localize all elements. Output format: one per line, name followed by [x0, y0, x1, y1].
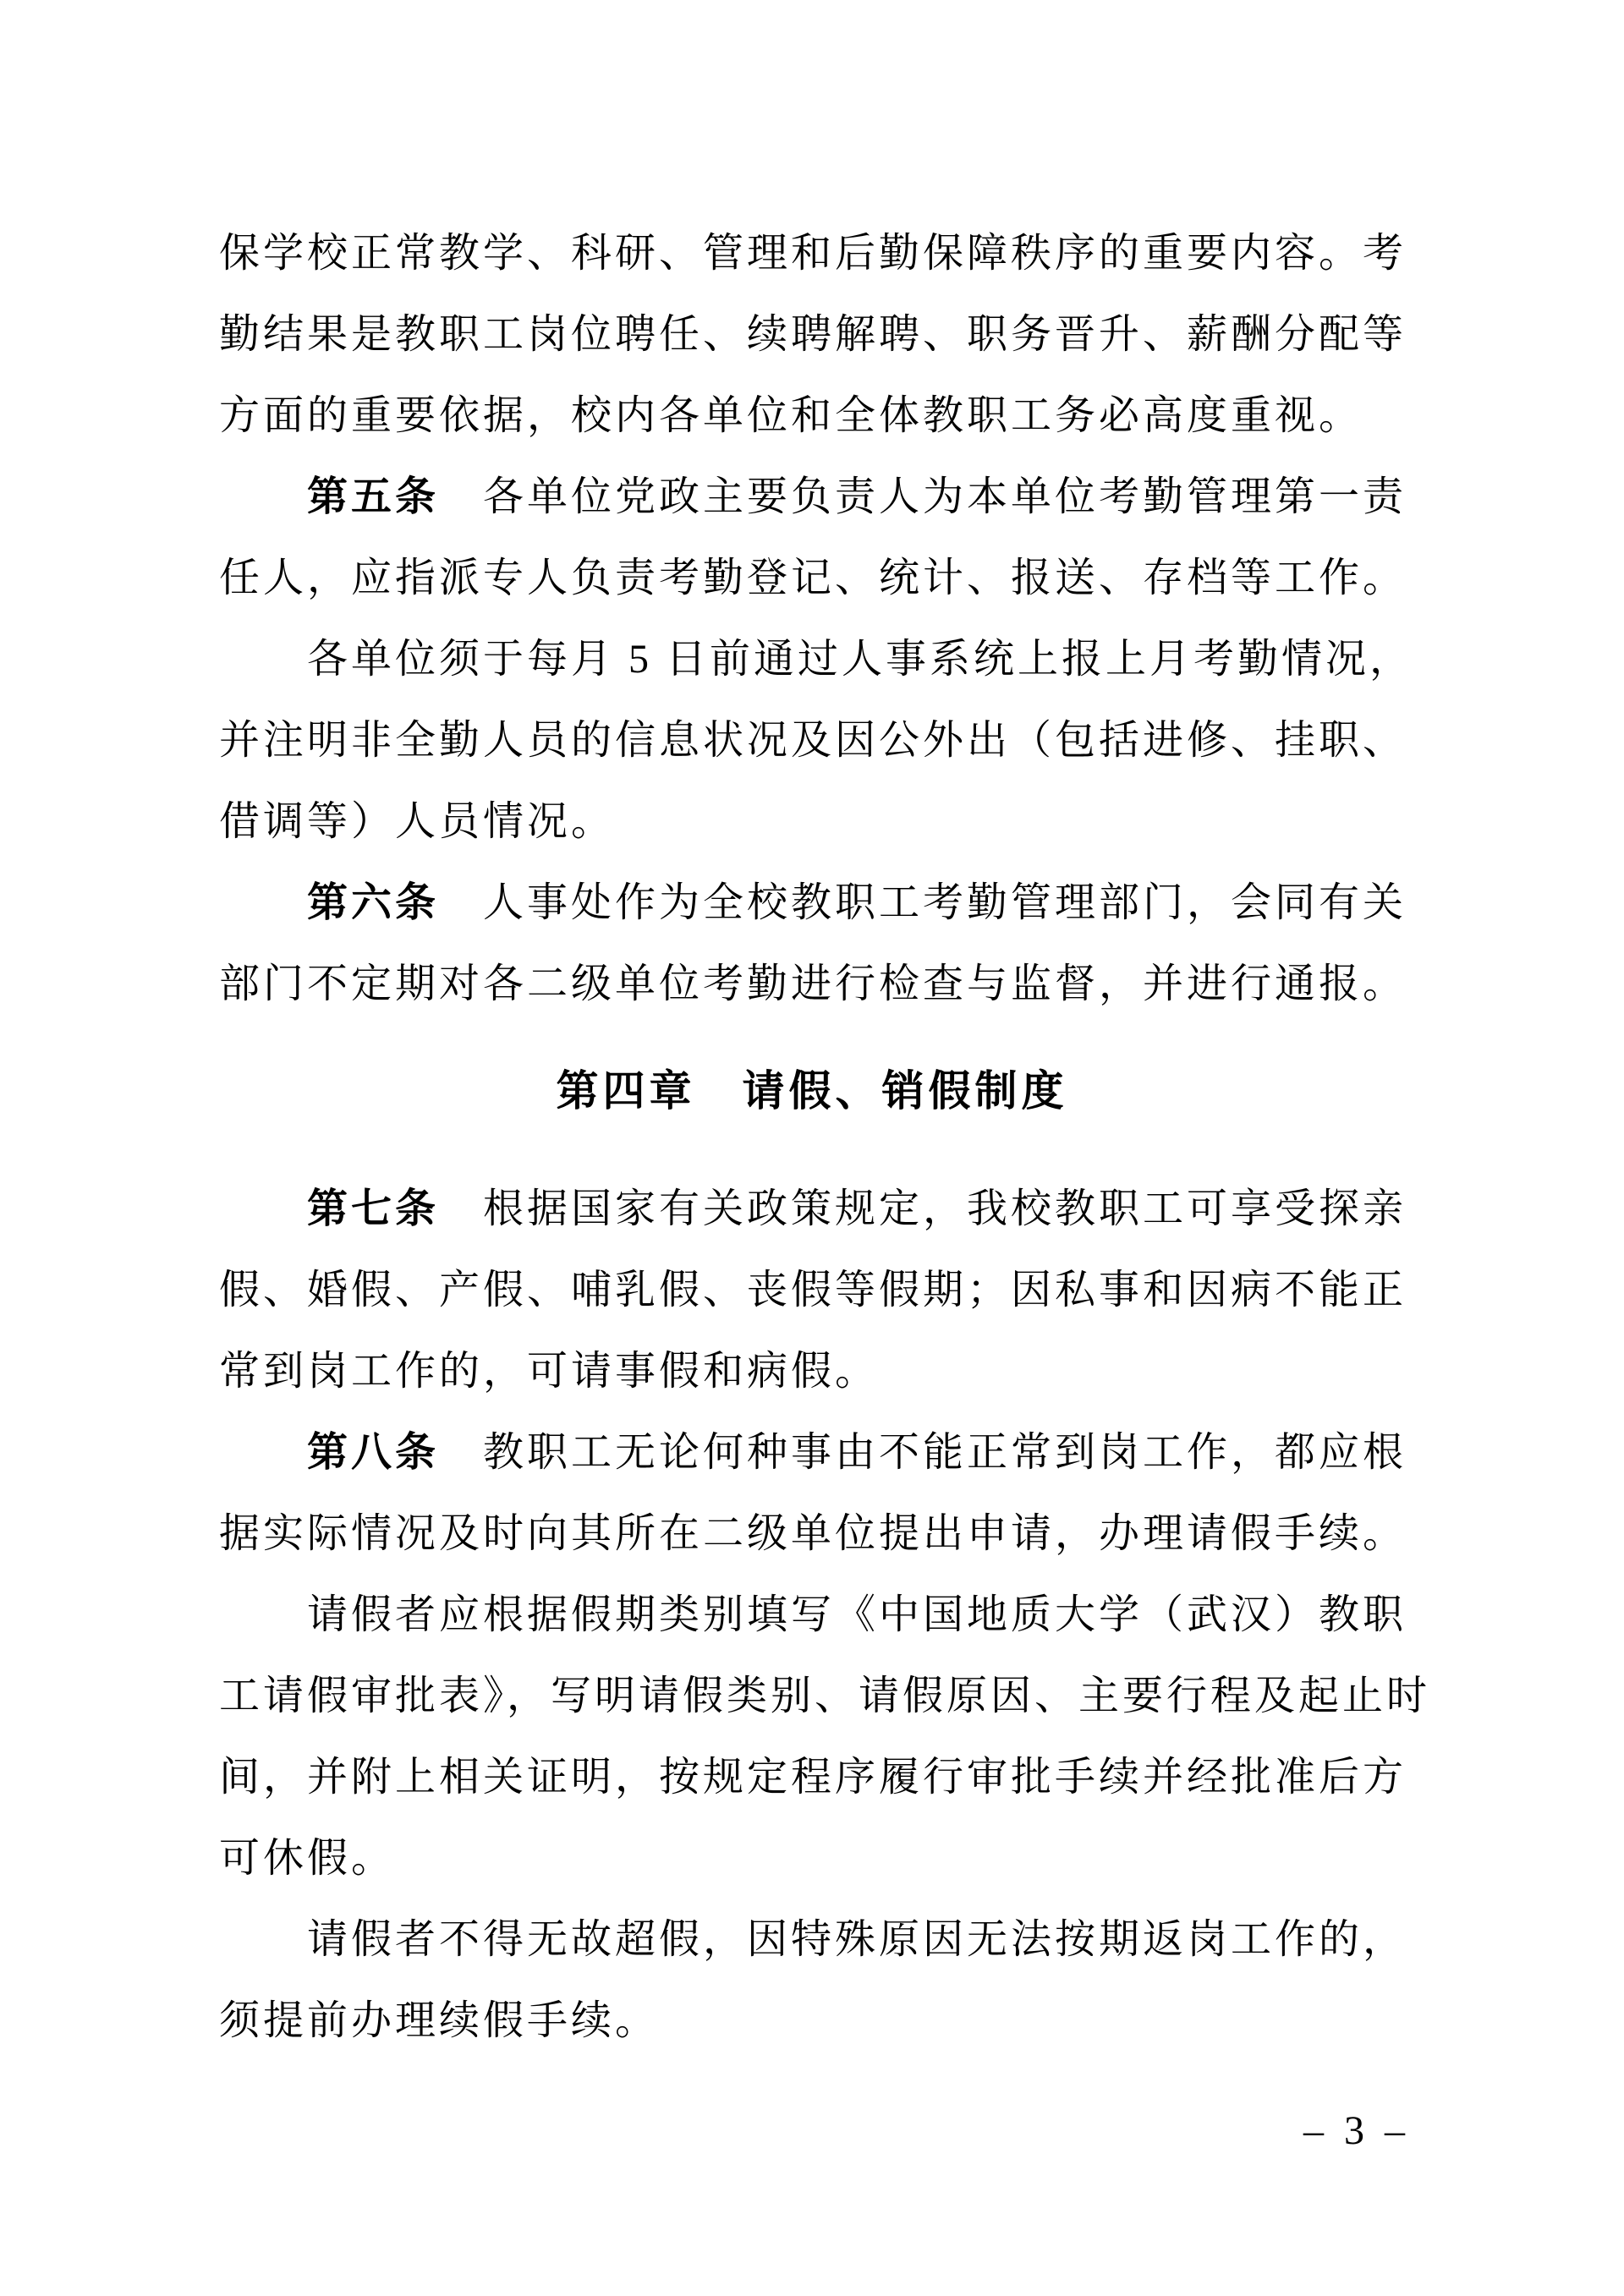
paragraph-overstay: [219, 1899, 1405, 2062]
article-7-number: 第七条: [307, 1186, 440, 1231]
text-line: [219, 1169, 1405, 1250]
text-line: 须提前办理续假手续。: [219, 1998, 660, 2043]
text-line: 据实际情况及时向其所在二级单位提出申请，办理请假手续。: [219, 1511, 1407, 1556]
text-line: 任人，应指派专人负责考勤登记、统计、报送、存档等工作。: [219, 556, 1407, 600]
text-line: [219, 457, 1405, 538]
text-line: 工请假审批表》，写明请假类别、请假原因、主要行程及起止时: [219, 1674, 1431, 1718]
text-line: 部门不定期对各二级单位考勤进行检查与监督，并进行通报。: [219, 962, 1407, 1006]
text-line: 假、婚假、产假、哺乳假、丧假等假期；因私事和因病不能正: [219, 1268, 1407, 1312]
text-line: 方面的重要依据，校内各单位和全体教职工务必高度重视。: [219, 393, 1363, 438]
article-8-paragraph: [219, 1412, 1405, 1575]
text-line: 保学校正常教学、科研、管理和后勤保障秩序的重要内容。考: [219, 231, 1407, 276]
document-body: [219, 213, 1431, 2062]
article-8-number: 第八条: [307, 1430, 440, 1475]
article-8-first-line: 教职工无论何种事由不能正常到岗工作，都应根: [439, 1430, 1407, 1475]
paragraph-intro-continuation: [219, 213, 1405, 457]
article-6-paragraph: [219, 863, 1405, 1025]
paragraph-leave-form: [219, 1575, 1431, 1899]
text-line: 可休假。: [219, 1836, 396, 1881]
article-7-first-line: 根据国家有关政策规定，我校教职工可享受探亲: [439, 1186, 1407, 1231]
text-line: 各单位须于每月 5 日前通过人事系统上报上月考勤情况，: [307, 637, 1414, 682]
chapter-4-heading: 第四章 请假、销假制度: [556, 1067, 1068, 1115]
article-5-number: 第五条: [307, 474, 440, 519]
paragraph-monthly-report: [219, 619, 1414, 863]
text-line: 请假者应根据假期类别填写《中国地质大学（武汉）教职: [307, 1592, 1407, 1637]
article-5-first-line: 各单位党政主要负责人为本单位考勤管理第一责: [439, 474, 1407, 519]
article-7-paragraph: [219, 1169, 1405, 1412]
text-line: [219, 863, 1405, 944]
text-line: 并注明非全勤人员的信息状况及因公外出（包括进修、挂职、: [219, 718, 1407, 763]
text-line: 常到岗工作的，可请事假和病假。: [219, 1349, 880, 1394]
text-line: 借调等）人员情况。: [219, 799, 616, 844]
text-line: 勤结果是教职工岗位聘任、续聘解聘、职务晋升、薪酬分配等: [219, 312, 1407, 357]
article-6-first-line: 人事处作为全校教职工考勤管理部门，会同有关: [439, 880, 1407, 925]
page-number: – 3 –: [1303, 2108, 1410, 2153]
article-5-paragraph: [219, 457, 1405, 619]
text-line: 间，并附上相关证明，按规定程序履行审批手续并经批准后方: [219, 1755, 1407, 1800]
text-line: 请假者不得无故超假，因特殊原因无法按期返岗工作的，: [307, 1917, 1407, 1962]
article-6-number: 第六条: [307, 880, 440, 925]
text-line: [219, 1412, 1405, 1493]
